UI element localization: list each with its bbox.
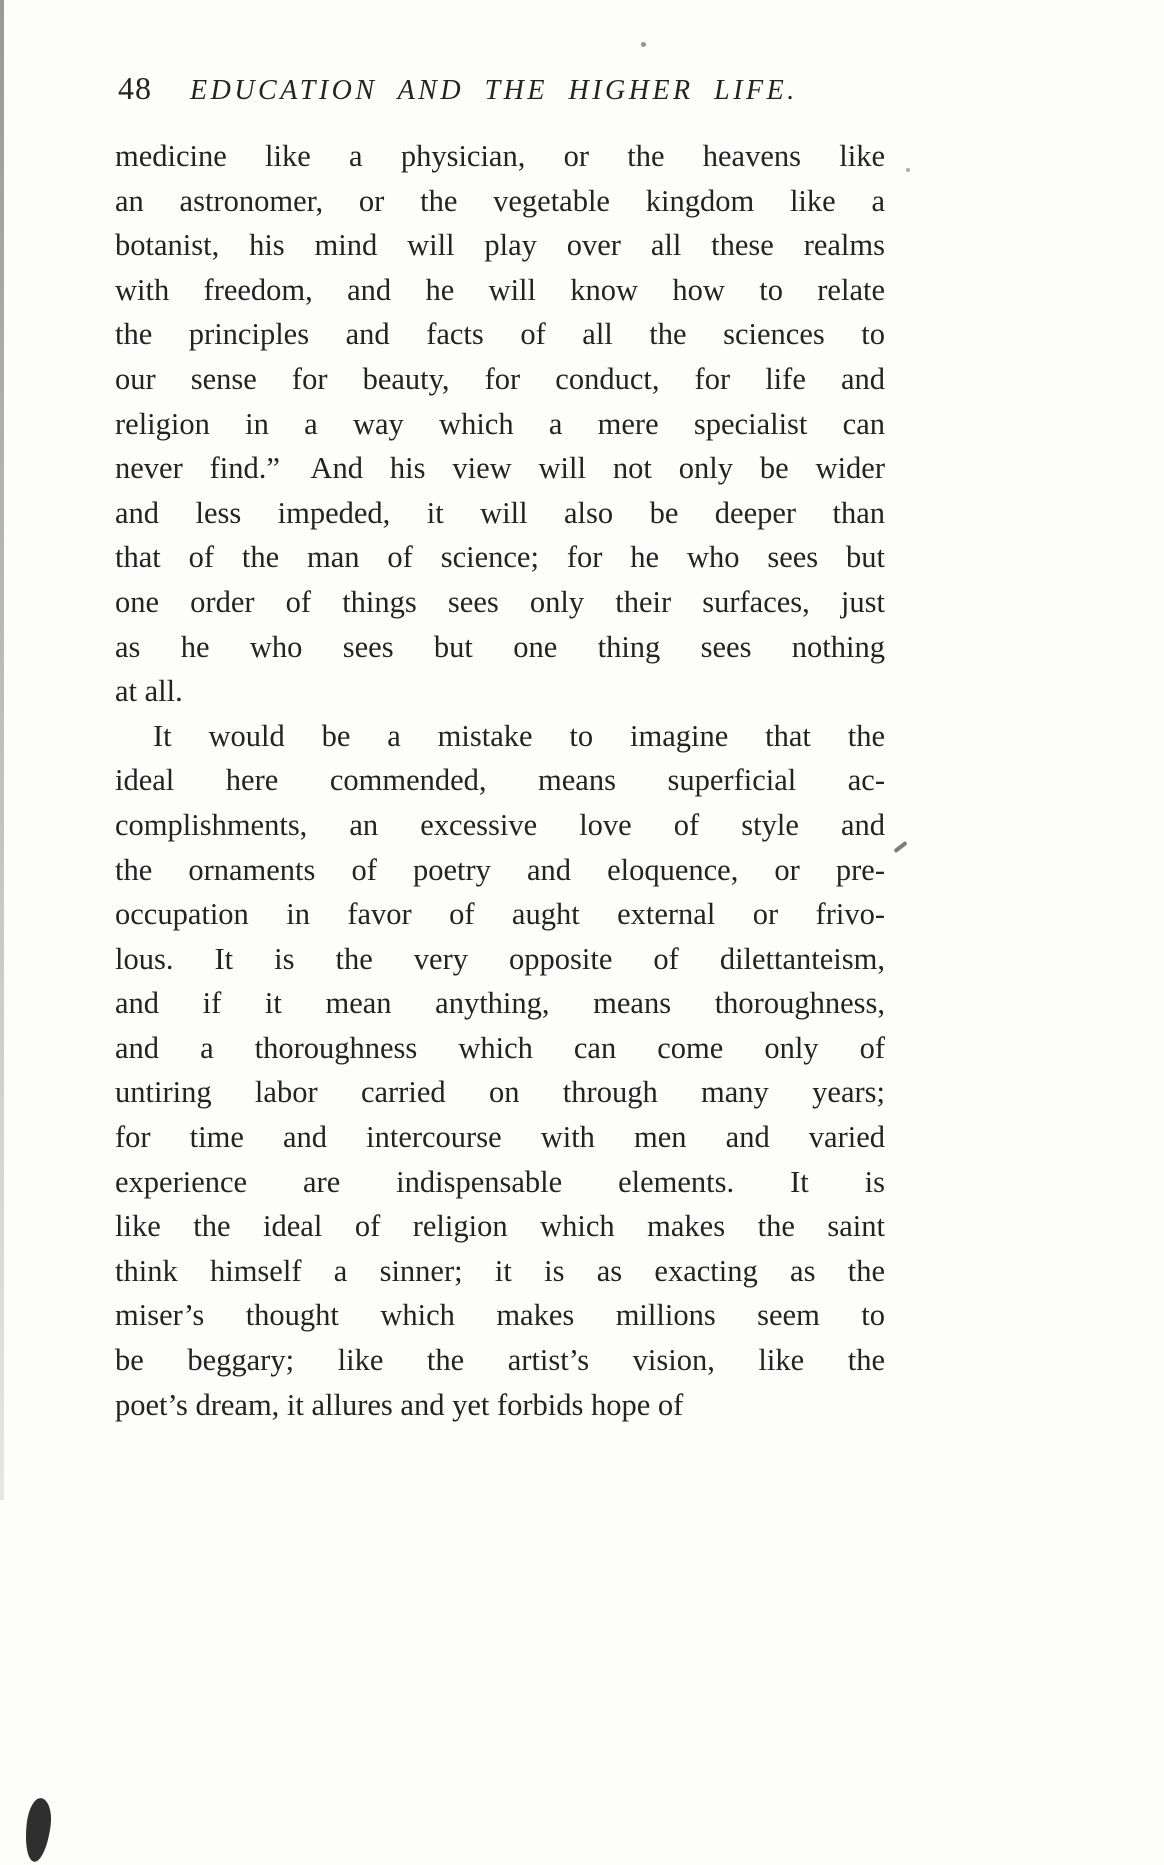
text-block — [115, 134, 885, 1427]
text-line: that of the man of science; for he who sees but — [115, 540, 885, 575]
text-line: occupation in favor of aught external or frivo- — [115, 897, 885, 932]
text-line: an astronomer, or the vegetable kingdom like a — [115, 183, 885, 218]
text-line: It would be a mistake to imagine that the — [153, 718, 885, 753]
text-line: complishments, an excessive love of style and — [115, 807, 885, 842]
text-line: like the ideal of religion which makes the saint — [115, 1209, 885, 1244]
text-line: be beggary; like the artist’s vision, like the — [115, 1343, 885, 1378]
scan-edge-artifact — [0, 0, 4, 1500]
text-line: poet’s dream, it allures and yet forbids hope of — [115, 1387, 684, 1422]
text-line: one order of things sees only their surfaces, just — [115, 584, 885, 619]
text-line: experience are indispensable elements. It is — [115, 1164, 885, 1199]
text-line: never find.” And his view will not only be wider — [115, 451, 885, 486]
text-line: as he who sees but one thing sees nothing — [115, 629, 885, 664]
text-line: our sense for beauty, for conduct, for life and — [115, 361, 885, 396]
page-number: 48 — [118, 70, 152, 106]
text-line: untiring labor carried on through many years; — [115, 1075, 885, 1110]
text-line: the ornaments of poetry and eloquence, or pre- — [115, 852, 885, 887]
text-line: medicine like a physician, or the heavens like — [115, 139, 885, 173]
scan-speck — [641, 42, 646, 47]
text-line: and a thoroughness which can come only of — [115, 1030, 885, 1065]
text-line: the principles and facts of all the sciences to — [115, 317, 885, 352]
text-line: with freedom, and he will know how to relate — [115, 272, 885, 307]
text-line: religion in a way which a mere specialist can — [115, 406, 885, 441]
page-header — [118, 70, 890, 107]
text-line: and less impeded, it will also be deeper than — [115, 495, 885, 530]
text-line: and if it mean anything, means thoroughness, — [115, 986, 885, 1021]
scan-speck — [906, 168, 910, 172]
text-line: botanist, his mind will play over all these realms — [115, 228, 885, 263]
running-header-title: EDUCATION AND THE HIGHER LIFE. — [190, 75, 798, 106]
text-line: ideal here commended, means superficial ac- — [115, 763, 885, 798]
text-line: for time and intercourse with men and varied — [115, 1120, 885, 1155]
text-line: miser’s thought which makes millions seem to — [115, 1298, 885, 1333]
scan-ink-blot — [22, 1797, 54, 1863]
text-line: at all. — [115, 674, 183, 709]
text-line: lous. It is the very opposite of dilettanteism, — [115, 941, 885, 976]
scan-speck — [893, 841, 907, 853]
text-line: think himself a sinner; it is as exacting as the — [115, 1253, 885, 1288]
